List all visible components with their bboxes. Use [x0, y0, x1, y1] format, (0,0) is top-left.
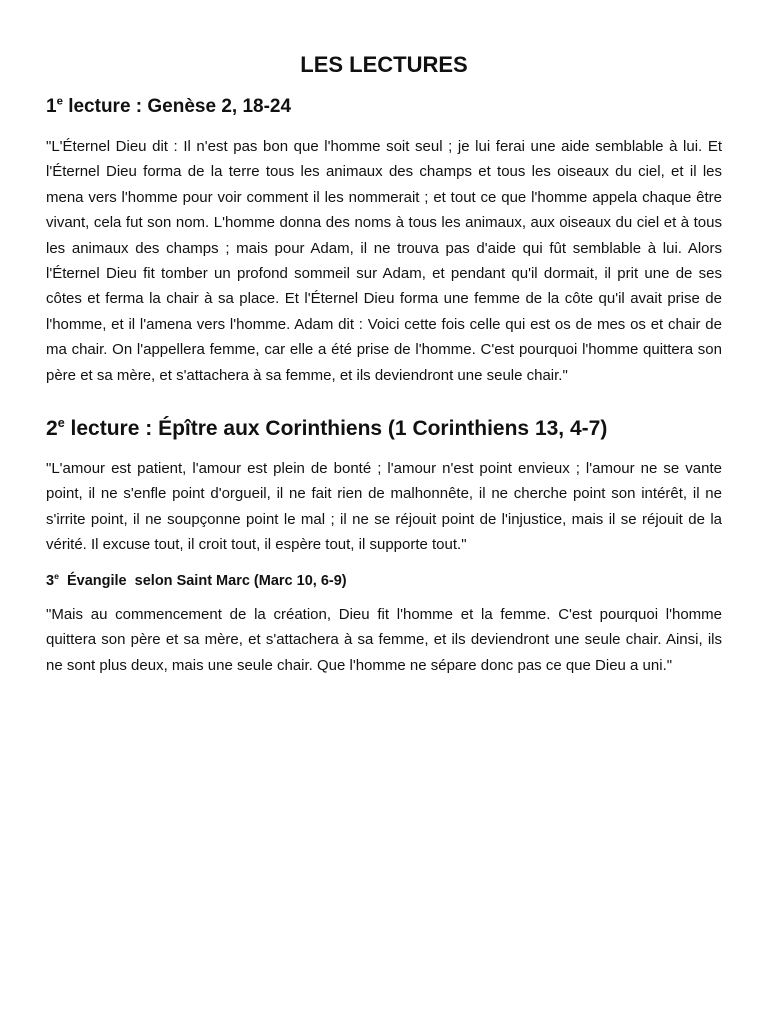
reading-1-ordinal: e [56, 95, 63, 108]
reading-1-title: lecture : Genèse 2, 18-24 [62, 96, 292, 117]
reading-3-heading [46, 570, 722, 592]
reading-2-text: "L'amour est patient, l'amour est plein de bonté ; l'amour n'est point envieux ; l'amour ne se vante point, il ne s'enfle point d'orgueil, il ne fait rien de malhonnête, il ne cherche point son intérêt, il ne s'irrite point, il ne soupçonne point le mal ; il ne se réjouit point de l'injustice, mais il se réjouit de la vérité. Il excuse tout, il croit tout, il espère tout, il supporte tout." [46, 460, 722, 554]
reading-1-text: "L'Éternel Dieu dit : Il n'est pas bon que l'homme soit seul ; je lui ferai une aide semblable à lui. Et l'Éternel Dieu forma de la terre tous les animaux des champs et tous les oiseaux du ciel, et il les mena vers l'homme pour voir comment il les nommerait ; et tout ce que l'homme appela chaque être vivant, cela fut son nom. L'homme donna des noms à tous les animaux, aux oiseaux du ciel et à tous les animaux des champs ; mais pour Adam, il ne trouva pas d'aide qui fût semblable à lui. Alors l'Éternel Dieu fit tomber un profond sommeil sur Adam, et pendant qu'il dormait, il prit une de ses côtes et ferma la chair à sa place. Et l'Éternel Dieu forma une femme de la côte qu'il avait prise de l'homme, et il l'amena vers l'homme. Adam dit : Voici cette fois celle qui est os de mes os et chair de ma chair. On l'appellera femme, car elle a été prise de l'homme. C'est pourquoi l'homme quittera son père et sa mère, et s'attachera à sa femme, et ils deviendront une seule chair." [46, 138, 722, 384]
reading-3-number: 3 [46, 572, 55, 589]
reading-3-ordinal: e [54, 570, 59, 581]
page-title: LES LECTURES [300, 52, 468, 77]
reading-1-number: 1 [46, 96, 57, 117]
reading-2-number: 2 [46, 417, 58, 441]
reading-2-ordinal: e [57, 416, 65, 431]
reading-2-heading [46, 414, 722, 444]
reading-1-heading [46, 94, 722, 120]
reading-3-title: Évangile selon Saint Marc (Marc 10, 6-9) [58, 572, 347, 589]
reading-2-title: lecture : Épître aux Corinthiens (1 Corinthiens 13, 4-7) [64, 417, 608, 441]
reading-3-text: "Mais au commencement de la création, Dieu fit l'homme et la femme. C'est pourquoi l'homme quittera son père et sa mère, et s'attachera à sa femme, et ils deviendront une seule chair. Ainsi, ils ne sont plus deux, mais une seule chair. Que l'homme ne sépare donc pas ce que Dieu a uni." [46, 605, 722, 674]
